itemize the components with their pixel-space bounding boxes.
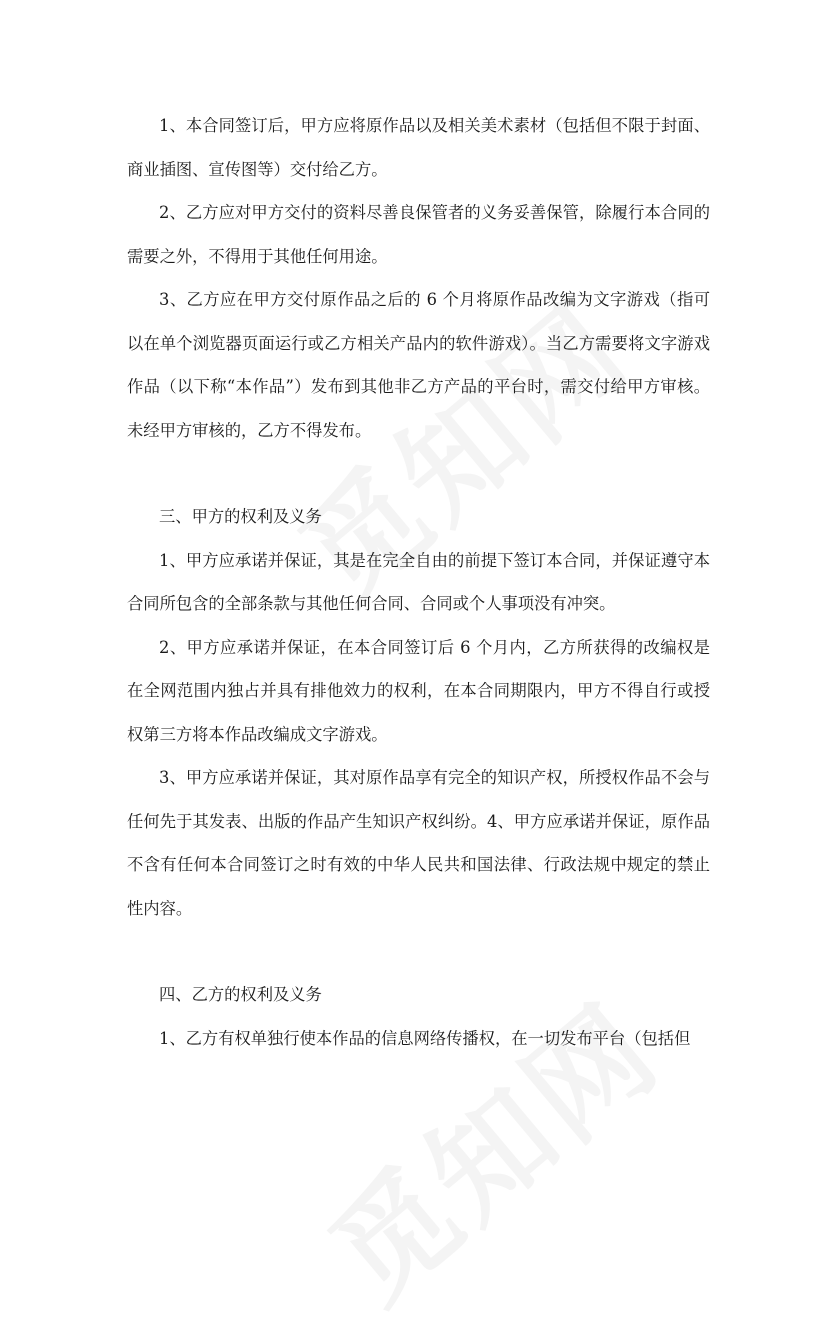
- clause-paragraph: 1、乙方有权单独行使本作品的信息网络传播权，在一切发布平台（包括但: [159, 1028, 691, 1048]
- clause-paragraph: 2、乙方应对甲方交付的资料尽善良保管者的义务妥善保管，除履行本合同的需要之外，不得用于其他任何用途。: [127, 203, 710, 266]
- clause-paragraph: 3、乙方应在甲方交付原作品之后的 6 个月将原作品改编为文字游戏（指可以在单个浏览器页面运行或乙方相关产品内的软件游戏）。当乙方需要将文字游戏作品（以下称“本作品”）发布到其他非乙方产品的平台时，需交付给甲方审核。未经甲方审核的，乙方不得发布。: [127, 290, 710, 440]
- section-spacer: [127, 452, 710, 495]
- section-spacer: [127, 930, 710, 973]
- section-heading-party-a: 三、甲方的权利及义务: [159, 507, 322, 526]
- clause-paragraph: 1、本合同签订后，甲方应将原作品以及相关美术素材（包括但不限于封面、商业插图、宣传图等）交付给乙方。: [127, 116, 710, 179]
- clause-paragraph: 2、甲方应承诺并保证，在本合同签订后 6 个月内，乙方所获得的改编权是在全网范围内独占并具有排他效力的权利，在本合同期限内，甲方不得自行或授权第三方将本作品改编成文字游戏。: [127, 637, 710, 744]
- clause-paragraph: 3、甲方应承诺并保证，其对原作品享有完全的知识产权，所授权作品不会与任何先于其发表、出版的作品产生知识产权纠纷。4、甲方应承诺并保证，原作品不含有任何本合同签订之时有效的中华人民共和国法律、行政法规中规定的禁止性内容。: [127, 768, 710, 918]
- section-heading-party-b: 四、乙方的权利及义务: [159, 985, 322, 1004]
- clause-paragraph: 1、甲方应承诺并保证，其是在完全自由的前提下签订本合同，并保证遵守本合同所包含的全部条款与其他任何合同、合同或个人事项没有冲突。: [127, 550, 710, 613]
- document-body: [127, 104, 710, 1060]
